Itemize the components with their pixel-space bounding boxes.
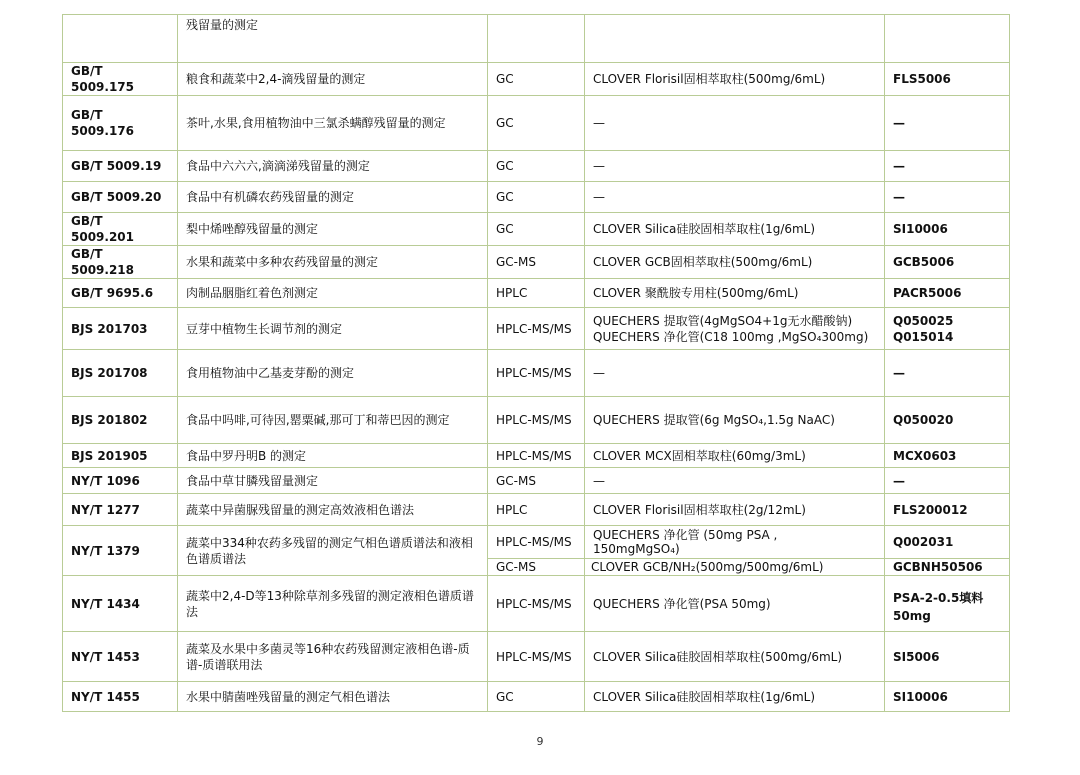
method: GC — [488, 151, 585, 182]
product: CLOVER MCX固相萃取柱(60mg/3mL) — [585, 444, 885, 468]
product: — — [585, 350, 885, 397]
product-line: QUECHERS 净化管 (50mg PSA , — [593, 528, 778, 542]
catalog-line: PSA-2-0.5填料 — [893, 590, 984, 605]
catalog-number: — — [885, 96, 1010, 151]
product: — — [585, 182, 885, 213]
method: GC-MS — [488, 246, 585, 279]
test-name: 蔬菜中334种农药多残留的测定气相色谱质谱法和液相色谱质谱法 — [178, 526, 488, 576]
test-name: 食品中有机磷农药残留量的测定 — [178, 182, 488, 213]
standard-code: GB/T 5009.19 — [63, 151, 178, 182]
catalog-number: — — [885, 350, 1010, 397]
standard-code — [63, 15, 178, 63]
test-name: 豆芽中植物生长调节剂的测定 — [178, 308, 488, 350]
catalog-number: FLS200012 — [885, 494, 1010, 526]
table-row — [63, 632, 1010, 682]
standard-code: GB/T 5009.175 — [63, 63, 178, 96]
test-name: 食品中六六六,滴滴涕残留量的测定 — [178, 151, 488, 182]
method: HPLC-MS/MS — [488, 632, 585, 682]
standard-code: GB/T 5009.201 — [63, 213, 178, 246]
product: CLOVER GCB固相萃取柱(500mg/6mL) — [585, 246, 885, 279]
standard-code: NY/T 1434 — [63, 576, 178, 632]
test-name: 蔬菜中异菌脲残留量的测定高效液相色谱法 — [178, 494, 488, 526]
method: HPLC-MS/MS — [488, 308, 585, 350]
standard-code: NY/T 1455 — [63, 682, 178, 712]
table-row — [63, 526, 1010, 559]
product: CLOVER 聚酰胺专用柱(500mg/6mL) — [585, 279, 885, 308]
table-row — [63, 576, 1010, 632]
table-row — [63, 279, 1010, 308]
product: CLOVER Florisil固相萃取柱(500mg/6mL) — [585, 63, 885, 96]
catalog-number: Q050020 — [885, 397, 1010, 444]
method: HPLC — [488, 279, 585, 308]
catalog-number: FLS5006 — [885, 63, 1010, 96]
method: HPLC-MS/MS — [488, 576, 585, 632]
test-name: 食品中吗啡,可待因,罂粟碱,那可丁和蒂巴因的测定 — [178, 397, 488, 444]
catalog-number: GCB5006 — [885, 246, 1010, 279]
method: GC — [488, 63, 585, 96]
method: GC — [488, 182, 585, 213]
table-row — [63, 96, 1010, 151]
product-line: QUECHERS 提取管(4gMgSO4+1g无水醋酸钠) — [593, 313, 853, 328]
method: GC-MS — [488, 468, 585, 494]
catalog-number: SI10006 — [885, 213, 1010, 246]
test-name: 肉制品胭脂红着色剂测定 — [178, 279, 488, 308]
standard-code: GB/T 5009.176 — [63, 96, 178, 151]
page-number: 9 — [536, 735, 544, 748]
method: HPLC-MS/MS — [488, 444, 585, 468]
standard-code: NY/T 1379 — [63, 526, 178, 576]
table-row — [63, 397, 1010, 444]
product-line: 150mgMgSO₄) — [593, 542, 680, 556]
method: HPLC-MS/MS — [488, 397, 585, 444]
test-name: 梨中烯唑醇残留量的测定 — [178, 213, 488, 246]
standard-code: BJS 201905 — [63, 444, 178, 468]
test-name: 水果中腈菌唑残留量的测定气相色谱法 — [178, 682, 488, 712]
product: CLOVER Silica硅胶固相萃取柱(1g/6mL) — [585, 213, 885, 246]
standards-table — [62, 14, 1010, 712]
test-name: 食品中草甘膦残留量测定 — [178, 468, 488, 494]
table-row — [63, 350, 1010, 397]
product: CLOVER Florisil固相萃取柱(2g/12mL) — [585, 494, 885, 526]
method: GC — [488, 682, 585, 712]
catalog-number: — — [885, 151, 1010, 182]
method: HPLC-MS/MS — [488, 526, 585, 559]
method: GC-MS — [488, 559, 585, 576]
test-name: 蔬菜及水果中多菌灵等16种农药残留测定液相色谱-质谱-质谱联用法 — [178, 632, 488, 682]
product: CLOVER GCB/NH₂(500mg/500mg/6mL) — [585, 559, 885, 576]
product-line: QUECHERS 净化管(C18 100mg ,MgSO₄300mg) — [593, 329, 869, 344]
table-row — [63, 182, 1010, 213]
test-name: 茶叶,水果,食用植物油中三氯杀螨醇残留量的测定 — [178, 96, 488, 151]
standard-code: BJS 201802 — [63, 397, 178, 444]
standard-code: NY/T 1277 — [63, 494, 178, 526]
product: QUECHERS 净化管(PSA 50mg) — [585, 576, 885, 632]
table-row — [63, 468, 1010, 494]
product: QUECHERS 提取管(6g MgSO₄,1.5g NaAC) — [585, 397, 885, 444]
product — [585, 15, 885, 63]
table-row — [63, 308, 1010, 350]
table-row — [63, 444, 1010, 468]
method: GC — [488, 213, 585, 246]
product — [585, 526, 885, 559]
catalog-number: SI5006 — [885, 632, 1010, 682]
table-row — [63, 682, 1010, 712]
product: CLOVER Silica硅胶固相萃取柱(1g/6mL) — [585, 682, 885, 712]
table-row — [63, 494, 1010, 526]
standard-code: GB/T 9695.6 — [63, 279, 178, 308]
table-row — [63, 63, 1010, 96]
method: GC — [488, 96, 585, 151]
standard-code: NY/T 1453 — [63, 632, 178, 682]
test-name: 粮食和蔬菜中2,4-滴残留量的测定 — [178, 63, 488, 96]
test-name: 食品中罗丹明B 的测定 — [178, 444, 488, 468]
catalog-line: Q015014 — [893, 329, 954, 344]
catalog-number: PACR5006 — [885, 279, 1010, 308]
product: — — [585, 151, 885, 182]
standard-code: GB/T 5009.218 — [63, 246, 178, 279]
catalog-number: — — [885, 468, 1010, 494]
catalog-number: SI10006 — [885, 682, 1010, 712]
standard-code: BJS 201708 — [63, 350, 178, 397]
test-name: 食用植物油中乙基麦芽酚的测定 — [178, 350, 488, 397]
standard-code: NY/T 1096 — [63, 468, 178, 494]
method: HPLC — [488, 494, 585, 526]
catalog-number — [885, 15, 1010, 63]
catalog-number: GCBNH50506 — [885, 559, 1010, 576]
product: CLOVER Silica硅胶固相萃取柱(500mg/6mL) — [585, 632, 885, 682]
method — [488, 15, 585, 63]
table-row — [63, 213, 1010, 246]
product: — — [585, 468, 885, 494]
catalog-number: MCX0603 — [885, 444, 1010, 468]
catalog-number: Q002031 — [885, 526, 1010, 559]
method: HPLC-MS/MS — [488, 350, 585, 397]
product — [585, 308, 885, 350]
catalog-line: 50mg — [893, 608, 931, 623]
table-row — [63, 246, 1010, 279]
product: — — [585, 96, 885, 151]
standard-code: BJS 201703 — [63, 308, 178, 350]
test-name: 蔬菜中2,4-D等13种除草剂多残留的测定液相色谱质谱法 — [178, 576, 488, 632]
test-name: 残留量的测定 — [178, 15, 488, 63]
catalog-line: Q050025 — [893, 313, 954, 328]
table-row — [63, 15, 1010, 63]
catalog-number: — — [885, 182, 1010, 213]
table-row — [63, 151, 1010, 182]
test-name: 水果和蔬菜中多种农药残留量的测定 — [178, 246, 488, 279]
catalog-number — [885, 576, 1010, 632]
standard-code: GB/T 5009.20 — [63, 182, 178, 213]
catalog-number — [885, 308, 1010, 350]
